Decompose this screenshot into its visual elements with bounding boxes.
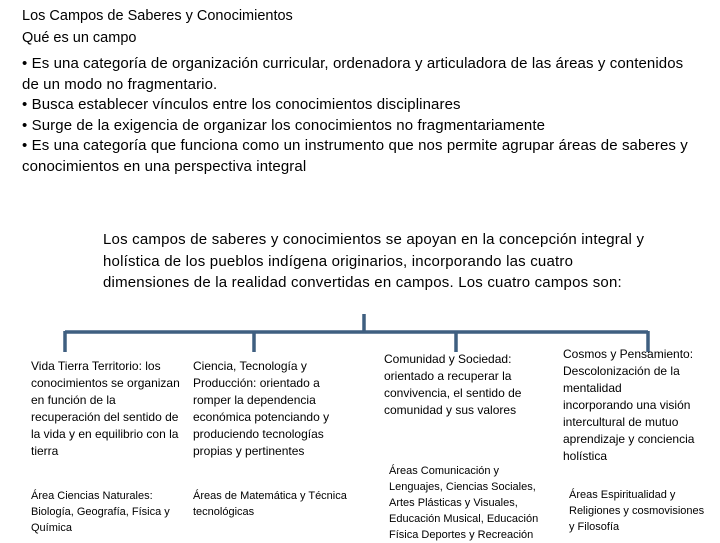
field-ciencia-tecnologia-produccion-areas: Áreas de Matemática y Técnica tecnológicas	[193, 490, 347, 518]
page-title: Los Campos de Saberes y Conocimientos	[22, 8, 293, 24]
page-header	[22, 5, 293, 49]
field-comunidad-sociedad: Comunidad y Sociedad: orientado a recuperar la convivencia, el sentido de comunidad y sus valores	[384, 352, 522, 417]
field-comunidad-sociedad-areas: Áreas Comunicación y Lenguajes, Ciencias Sociales, Artes Plásticas y Visuales, Educación Musical, Educación Física Deportes y Recreación	[389, 465, 539, 541]
field-ciencia-tecnologia-produccion: Ciencia, Tecnología y Producción: orientado a romper la dependencia económica potenciando y produciendo tecnologías propias y pertinentes	[193, 359, 330, 458]
bullet-item: • Es una categoría que funciona como un instrumento que nos permite agrupar áreas de saberes y conocimientos en una perspectiva integral	[22, 137, 688, 175]
field-vida-tierra-territorio: Vida Tierra Territorio: los conocimientos se organizan en función de la recuperación del sentido de la vida y en equilibrio con la tierra	[31, 359, 180, 458]
bullet-item: • Busca establecer vínculos entre los conocimientos disciplinares	[22, 96, 461, 113]
page-subtitle: Qué es un campo	[22, 30, 137, 46]
bullet-item: • Surge de la exigencia de organizar los conocimientos no fragmentariamente	[22, 116, 546, 134]
field-vida-tierra-territorio-areas: Área Ciencias Naturales: Biología, Geografía, Física y Química	[31, 490, 170, 534]
field-cosmos-pensamiento: Cosmos y Pensamiento: Descolonización de la mentalidad incorporando una visión intercultural de mutuo aprendizaje y conciencia holística	[563, 347, 695, 463]
bullet-item: • Es una categoría de organización curricular, ordenadora y articuladora de las áreas y contenidos de un modo no fragmentario.	[22, 55, 684, 93]
intro-paragraph: Los campos de saberes y conocimientos se apoyan en la concepción integral y holística de los pueblos indígena originarios, incorporando las cuatro dimensiones de la realidad convertidas en campos. Los cuatro campos son:	[103, 231, 645, 291]
field-cosmos-pensamiento-areas: Áreas Espiritualidad y Religiones y cosmovisiones y Filosofía	[569, 489, 705, 533]
definition-bullets	[22, 54, 702, 177]
